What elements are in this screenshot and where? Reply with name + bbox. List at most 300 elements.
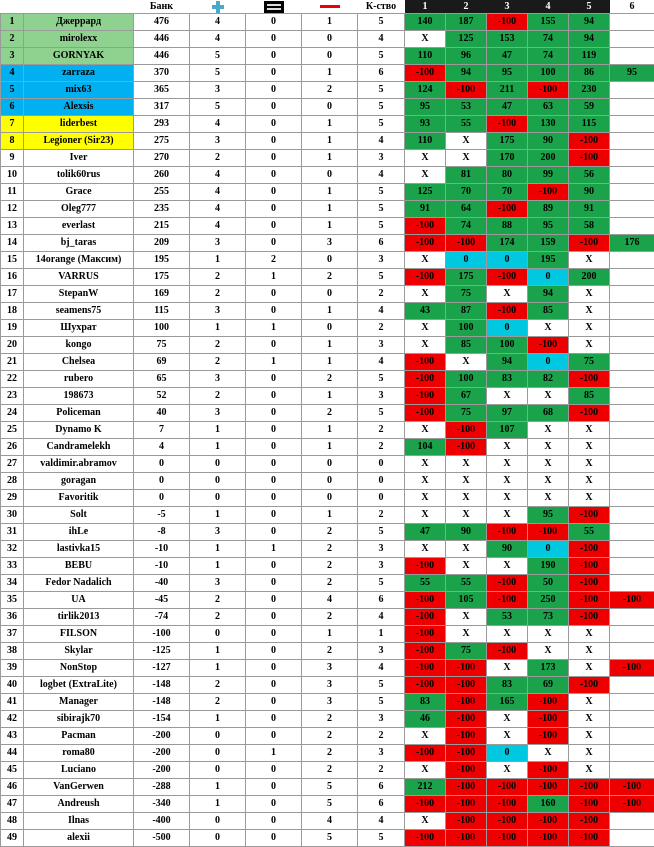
losses-count: 0 [302,48,358,65]
round-2-result: X [446,541,487,558]
player-name: Iver [24,150,134,167]
draws-count: 0 [246,524,302,541]
table-row [1,252,654,269]
round-5-result: -100 [569,677,610,694]
round-4-result: X [528,473,569,490]
round-6-result [610,439,654,456]
wins-count: 0 [190,762,246,779]
player-name: Legioner (Sir23) [24,133,134,150]
round-6-result [610,354,654,371]
round-2-result: -100 [446,422,487,439]
wins-count: 1 [190,439,246,456]
losses-count: 0 [302,99,358,116]
row-index: 11 [1,184,24,201]
bets-count: 5 [358,218,405,235]
draws-count: 0 [246,694,302,711]
round-3-result: -100 [487,116,528,133]
round-5-result: -100 [569,235,610,252]
round-6-result [610,762,654,779]
bets-count: 5 [358,82,405,99]
table-row [1,796,654,813]
player-name: kongo [24,337,134,354]
losses-count: 1 [302,507,358,524]
round-3-result: 90 [487,541,528,558]
draws-count: 0 [246,711,302,728]
bank-value: 215 [134,218,190,235]
bets-count: 2 [358,762,405,779]
draws-count: 0 [246,371,302,388]
round-4-result: 155 [528,14,569,31]
header-draws [246,0,302,14]
table-row [1,337,654,354]
losses-count: 1 [302,337,358,354]
round-6-result [610,99,654,116]
round-5-result: X [569,643,610,660]
round-4-result: 0 [528,354,569,371]
bets-count: 2 [358,439,405,456]
table-row [1,31,654,48]
row-index: 29 [1,490,24,507]
round-3-result: 70 [487,184,528,201]
round-2-result: -100 [446,762,487,779]
round-3-result: -100 [487,643,528,660]
bets-count: 5 [358,201,405,218]
round-5-result: X [569,762,610,779]
wins-count: 1 [190,660,246,677]
losses-count: 5 [302,830,358,847]
header-name [24,0,134,14]
draws-count: 0 [246,286,302,303]
round-4-result: 160 [528,796,569,813]
round-6-result [610,14,654,31]
round-3-result: 95 [487,65,528,82]
round-4-result: X [528,439,569,456]
player-name: lastivka15 [24,541,134,558]
wins-count: 2 [190,150,246,167]
bank-value: -340 [134,796,190,813]
round-3-result: X [487,728,528,745]
row-index: 45 [1,762,24,779]
round-6-result [610,371,654,388]
round-5-result: X [569,660,610,677]
round-3-result: 0 [487,252,528,269]
table-row [1,422,654,439]
round-4-result: -100 [528,779,569,796]
losses-count: 2 [302,371,358,388]
round-1-result: -100 [405,677,446,694]
round-1-result: -100 [405,660,446,677]
draws-count: 0 [246,422,302,439]
round-3-result: 53 [487,609,528,626]
round-5-result: 94 [569,31,610,48]
round-3-result: 100 [487,337,528,354]
round-1-result: X [405,320,446,337]
wins-count: 2 [190,592,246,609]
bank-value: -148 [134,694,190,711]
row-index: 35 [1,592,24,609]
round-2-result: -100 [446,439,487,456]
bank-value: -45 [134,592,190,609]
round-4-result: -100 [528,711,569,728]
table-row [1,711,654,728]
bank-value: -148 [134,677,190,694]
round-5-result: -100 [569,405,610,422]
player-name: sibirajk70 [24,711,134,728]
round-5-result: X [569,473,610,490]
player-name: seamens75 [24,303,134,320]
bets-count: 5 [358,116,405,133]
round-3-result: -100 [487,779,528,796]
round-5-result: 200 [569,269,610,286]
round-1-result: -100 [405,218,446,235]
losses-count: 1 [302,201,358,218]
bank-value: -154 [134,711,190,728]
round-2-result: 85 [446,337,487,354]
bets-count: 6 [358,796,405,813]
wins-count: 2 [190,286,246,303]
round-2-result: X [446,473,487,490]
round-6-result [610,728,654,745]
round-2-result: -100 [446,796,487,813]
round-5-result: -100 [569,558,610,575]
round-3-result: 107 [487,422,528,439]
player-name: goragan [24,473,134,490]
round-3-result: -100 [487,813,528,830]
round-2-result: 67 [446,388,487,405]
bets-count: 4 [358,303,405,320]
round-2-result: -100 [446,660,487,677]
round-5-result: X [569,456,610,473]
round-1-result: 125 [405,184,446,201]
round-1-result: -100 [405,371,446,388]
wins-count: 0 [190,626,246,643]
round-6-result: -100 [610,592,654,609]
player-name: Fedor Nadalich [24,575,134,592]
losses-count: 1 [302,65,358,82]
table-row [1,99,654,116]
player-name: Policeman [24,405,134,422]
round-6-result [610,337,654,354]
draws-count: 0 [246,167,302,184]
round-1-result: -100 [405,609,446,626]
bank-value: 175 [134,269,190,286]
round-1-result: -100 [405,626,446,643]
round-2-result: 64 [446,201,487,218]
losses-count: 2 [302,269,358,286]
bank-value: 446 [134,48,190,65]
bank-value: 52 [134,388,190,405]
round-2-result: X [446,354,487,371]
bank-value: -8 [134,524,190,541]
round-3-result: X [487,286,528,303]
table-row [1,694,654,711]
round-6-result [610,150,654,167]
draws-count: 0 [246,405,302,422]
round-6-result [610,405,654,422]
round-4-result: X [528,643,569,660]
bank-value: 365 [134,82,190,99]
round-5-result: X [569,745,610,762]
bank-value: -200 [134,728,190,745]
round-5-result: 55 [569,524,610,541]
round-3-result: X [487,711,528,728]
table-row [1,320,654,337]
losses-count: 2 [302,609,358,626]
table-row [1,65,654,82]
bets-count: 3 [358,388,405,405]
bank-value: -5 [134,507,190,524]
round-3-result: X [487,626,528,643]
bank-value: 65 [134,371,190,388]
row-index: 44 [1,745,24,762]
header-bank: Банк [134,0,190,14]
round-1-result: X [405,31,446,48]
round-2-result: 94 [446,65,487,82]
bank-value: 195 [134,252,190,269]
table-row [1,218,654,235]
bank-value: -100 [134,626,190,643]
wins-count: 3 [190,303,246,320]
round-2-result: 87 [446,303,487,320]
round-6-result [610,303,654,320]
wins-count: 1 [190,422,246,439]
round-2-result: -100 [446,830,487,847]
header-round-2: 2 [446,0,487,14]
draws-count: 1 [246,269,302,286]
draws-count: 0 [246,626,302,643]
round-4-result: 69 [528,677,569,694]
losses-count: 1 [302,14,358,31]
round-5-result: X [569,694,610,711]
round-6-result [610,694,654,711]
bank-value: 270 [134,150,190,167]
round-5-result: X [569,286,610,303]
losses-count: 0 [302,473,358,490]
player-name: Chelsea [24,354,134,371]
round-1-result: -100 [405,592,446,609]
round-1-result: 95 [405,99,446,116]
table-row [1,439,654,456]
table-row [1,150,654,167]
header-round-5: 5 [569,0,610,14]
round-5-result: X [569,303,610,320]
round-4-result: X [528,745,569,762]
round-6-result: -100 [610,779,654,796]
losses-count: 1 [302,422,358,439]
round-3-result: X [487,473,528,490]
round-3-result: X [487,490,528,507]
wins-count: 3 [190,82,246,99]
player-name: NonStop [24,660,134,677]
row-index: 15 [1,252,24,269]
row-index: 39 [1,660,24,677]
bets-count: 4 [358,167,405,184]
round-6-result [610,184,654,201]
table-row [1,82,654,99]
bank-value: 0 [134,473,190,490]
losses-count: 1 [302,184,358,201]
draws-count: 0 [246,830,302,847]
round-5-result: -100 [569,507,610,524]
player-name: Manager [24,694,134,711]
row-index: 41 [1,694,24,711]
round-6-result [610,490,654,507]
round-2-result: -100 [446,728,487,745]
player-name: tolik60rus [24,167,134,184]
round-5-result: -100 [569,150,610,167]
player-name: Solt [24,507,134,524]
draws-count: 0 [246,116,302,133]
bets-count: 6 [358,592,405,609]
header-index [1,0,24,14]
round-4-result: 0 [528,541,569,558]
round-2-result: X [446,507,487,524]
draws-count: 0 [246,218,302,235]
bets-count: 3 [358,558,405,575]
bets-count: 5 [358,371,405,388]
player-name: BEBU [24,558,134,575]
losses-count: 2 [302,575,358,592]
round-1-result: -100 [405,558,446,575]
round-5-result: -100 [569,371,610,388]
draws-count: 0 [246,337,302,354]
row-index: 26 [1,439,24,456]
round-4-result: 100 [528,65,569,82]
losses-count: 2 [302,745,358,762]
player-name: alexii [24,830,134,847]
round-2-result: 70 [446,184,487,201]
round-5-result: X [569,320,610,337]
round-6-result [610,31,654,48]
player-name: logbet (ExtraLite) [24,677,134,694]
bets-count: 3 [358,337,405,354]
round-3-result: -100 [487,201,528,218]
wins-count: 1 [190,541,246,558]
round-5-result: 59 [569,99,610,116]
round-2-result: 55 [446,575,487,592]
bets-count: 5 [358,575,405,592]
row-index: 2 [1,31,24,48]
round-4-result: 159 [528,235,569,252]
losses-count: 5 [302,796,358,813]
wins-count: 0 [190,728,246,745]
table-row [1,184,654,201]
round-3-result: 83 [487,677,528,694]
row-index: 21 [1,354,24,371]
player-name: bj_taras [24,235,134,252]
round-3-result: X [487,456,528,473]
round-4-result: 94 [528,286,569,303]
round-6-result: 176 [610,235,654,252]
round-3-result: 97 [487,405,528,422]
table-row [1,524,654,541]
wins-count: 3 [190,575,246,592]
round-3-result: 153 [487,31,528,48]
bank-value: -400 [134,813,190,830]
draws-count: 0 [246,388,302,405]
player-name: Alexsis [24,99,134,116]
round-3-result: 170 [487,150,528,167]
round-5-result: X [569,728,610,745]
draws-count: 1 [246,541,302,558]
losses-count: 1 [302,133,358,150]
player-name: Grace [24,184,134,201]
bank-value: 275 [134,133,190,150]
round-2-result: 105 [446,592,487,609]
round-2-result: 175 [446,269,487,286]
losses-count: 1 [302,303,358,320]
player-name: UA [24,592,134,609]
round-2-result: 90 [446,524,487,541]
round-1-result: 110 [405,48,446,65]
player-name: StepanW [24,286,134,303]
losses-count: 3 [302,660,358,677]
bank-value: -40 [134,575,190,592]
losses-count: 2 [302,558,358,575]
bets-count: 0 [358,473,405,490]
draws-count: 0 [246,99,302,116]
round-1-result: -100 [405,830,446,847]
wins-count: 2 [190,354,246,371]
header-round-4: 4 [528,0,569,14]
bank-value: 446 [134,31,190,48]
row-index: 40 [1,677,24,694]
round-6-result [610,609,654,626]
round-4-result: 173 [528,660,569,677]
player-name: 198673 [24,388,134,405]
table-row [1,354,654,371]
wins-count: 2 [190,269,246,286]
row-index: 31 [1,524,24,541]
round-2-result: 96 [446,48,487,65]
player-name: Andreush [24,796,134,813]
round-6-result [610,82,654,99]
player-name: mix63 [24,82,134,99]
row-index: 22 [1,371,24,388]
draws-count: 0 [246,456,302,473]
losses-count: 2 [302,762,358,779]
round-4-result: X [528,320,569,337]
round-4-result: -100 [528,82,569,99]
table-row [1,626,654,643]
bank-value: 69 [134,354,190,371]
round-1-result: -100 [405,643,446,660]
table-row [1,779,654,796]
round-5-result: -100 [569,609,610,626]
player-name: everlast [24,218,134,235]
round-3-result: 0 [487,745,528,762]
bank-value: 317 [134,99,190,116]
round-5-result: -100 [569,813,610,830]
bank-value: 7 [134,422,190,439]
bets-count: 5 [358,694,405,711]
bets-count: 3 [358,711,405,728]
round-4-result: 95 [528,218,569,235]
round-5-result: 85 [569,388,610,405]
player-name: Pacman [24,728,134,745]
round-5-result: X [569,490,610,507]
draws-count: 0 [246,48,302,65]
round-3-result: 211 [487,82,528,99]
round-1-result: -100 [405,235,446,252]
round-6-result [610,167,654,184]
round-6-result [610,830,654,847]
round-4-result: 73 [528,609,569,626]
wins-count: 3 [190,235,246,252]
round-3-result: -100 [487,303,528,320]
round-2-result: -100 [446,235,487,252]
round-4-result: X [528,490,569,507]
